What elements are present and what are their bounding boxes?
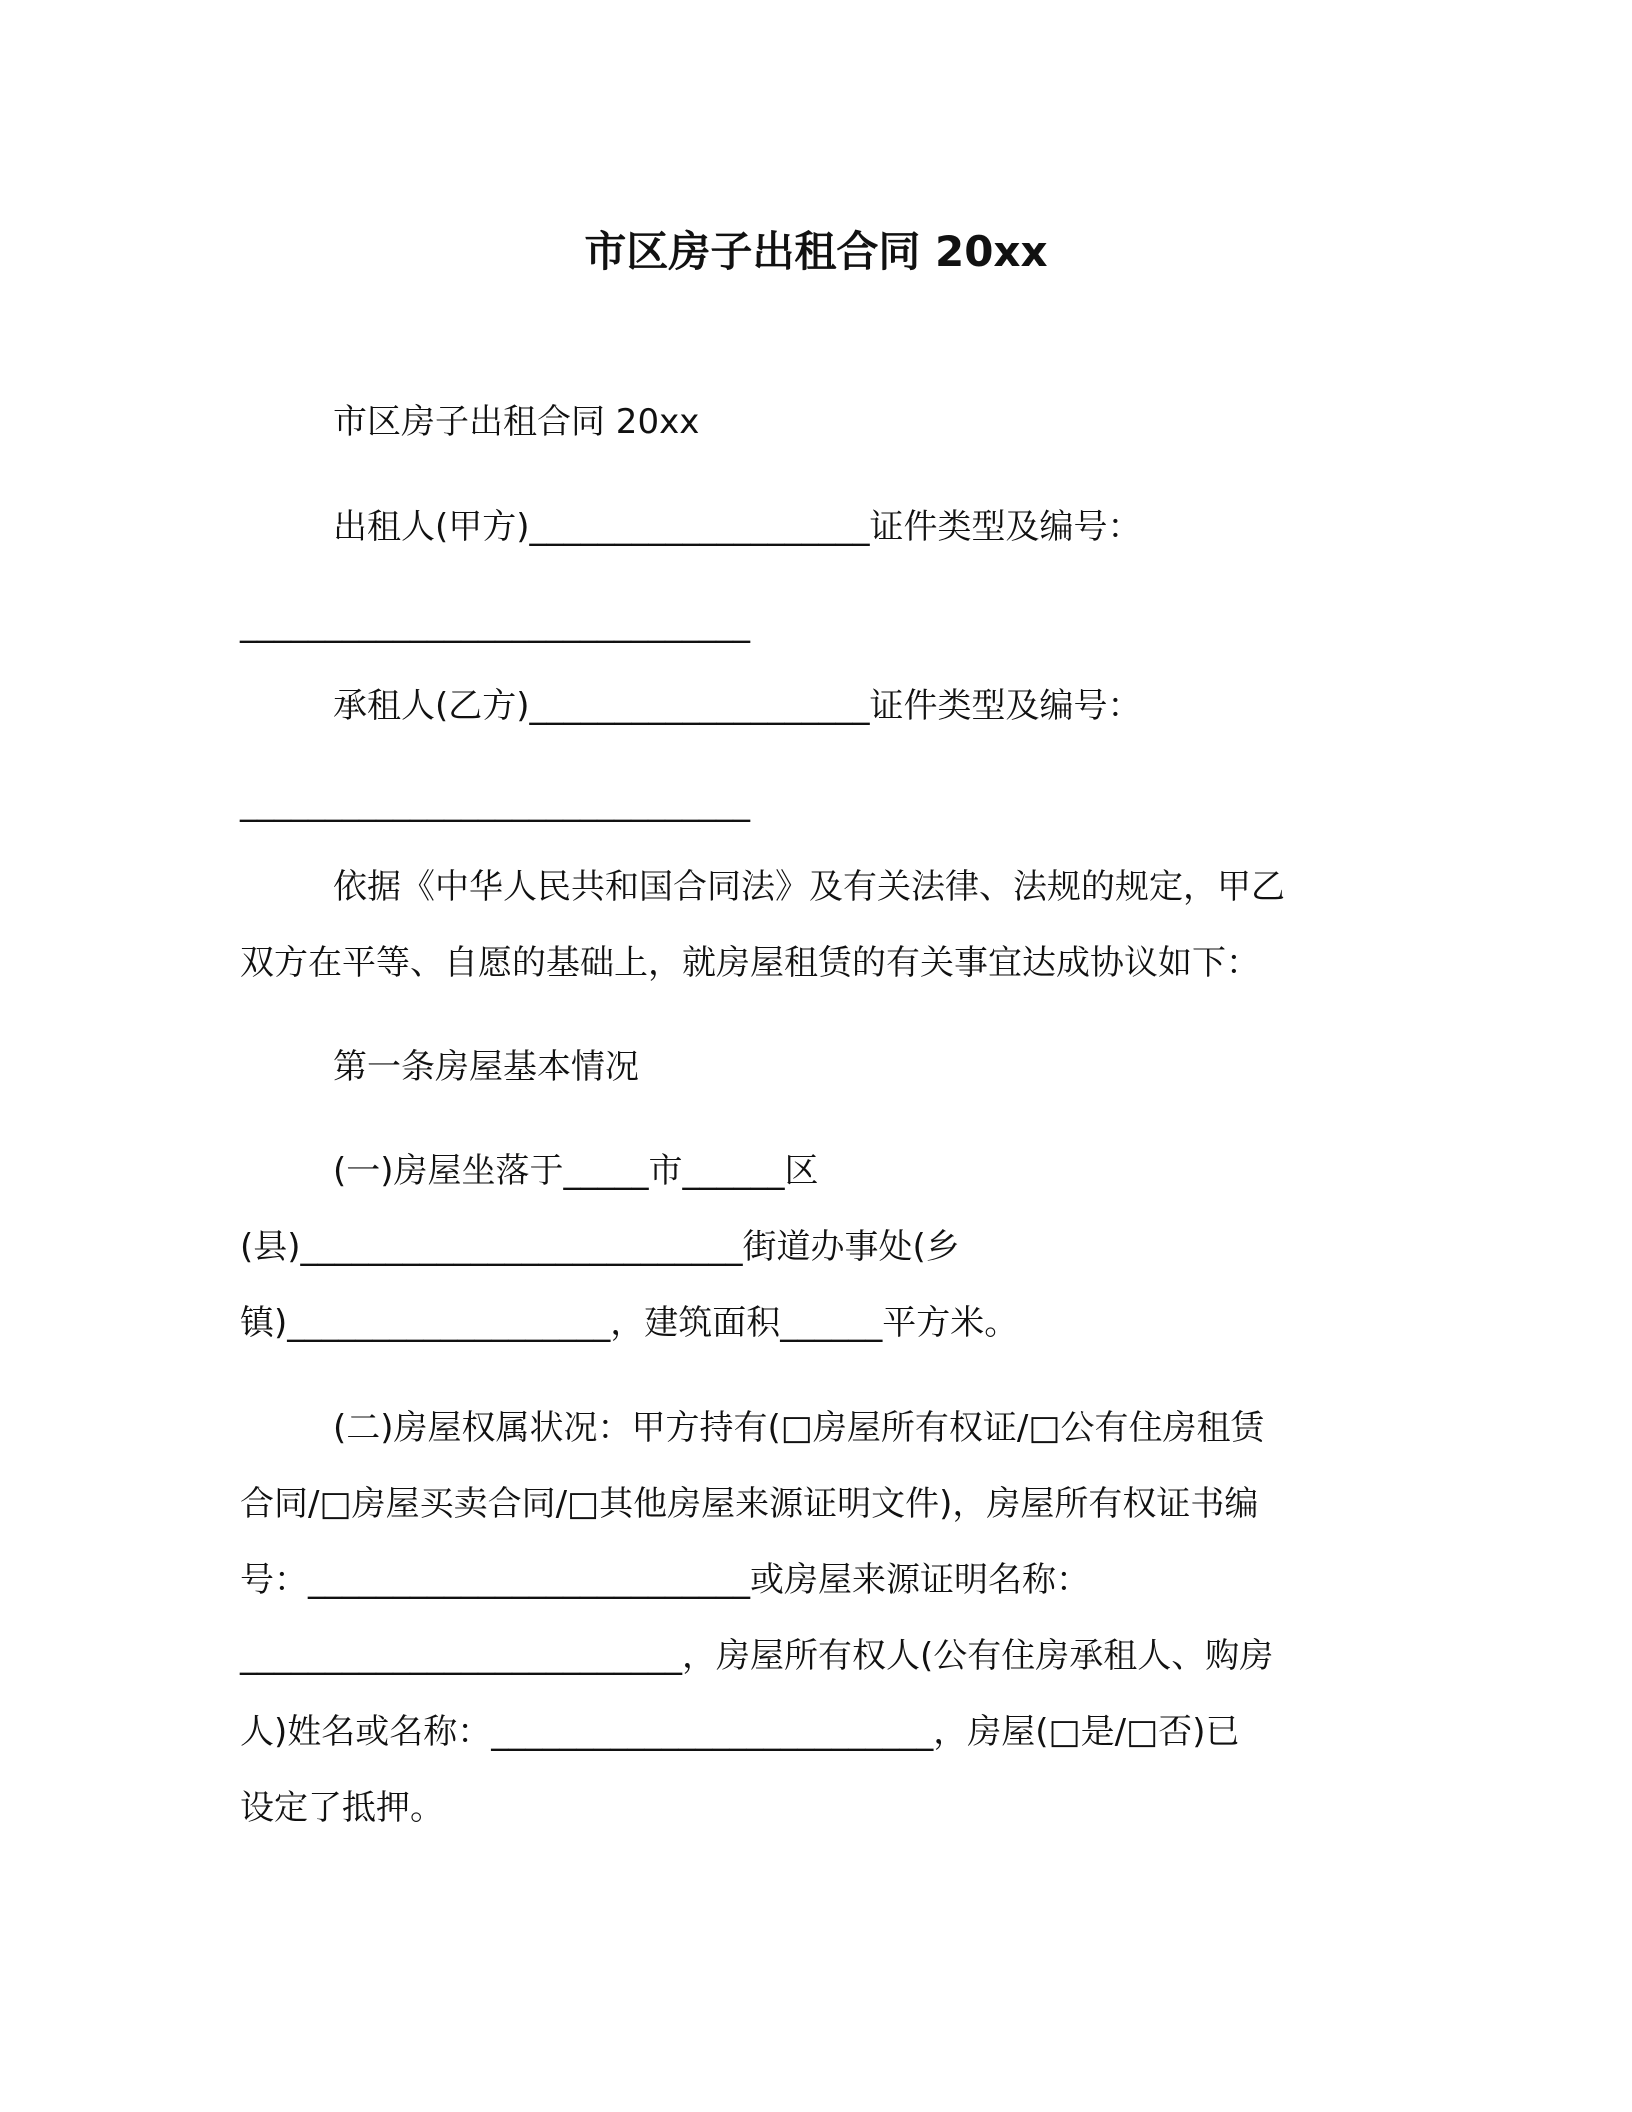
location-line-2: (县)__________________________街道办事处(乡 xyxy=(240,1227,960,1267)
ownership-line-1: (二)房屋权属状况：甲方持有(□房屋所有权证/□公有住房租赁 xyxy=(333,1408,1265,1448)
lessor-id-blank: ______________________________ xyxy=(240,604,750,644)
ownership-line-2: 合同/□房屋买卖合同/□其他房屋来源证明文件)，房屋所有权证书编 xyxy=(240,1484,1259,1524)
lessee-id-blank: ______________________________ xyxy=(240,783,750,823)
lessee-line: 承租人(乙方)____________________证件类型及编号： xyxy=(333,686,1142,726)
document-title: 市区房子出租合同 20xx xyxy=(584,227,1048,276)
basis-paragraph-line-2: 双方在平等、自愿的基础上，就房屋租赁的有关事宜达成协议如下： xyxy=(240,943,1260,983)
location-line-1: (一)房屋坐落于_____市______区 xyxy=(333,1151,819,1191)
ownership-line-6: 设定了抵押。 xyxy=(240,1788,444,1828)
ownership-line-3: 号：__________________________或房屋来源证明名称： xyxy=(240,1560,1090,1600)
basis-paragraph-line-1: 依据《中华人民共和国合同法》及有关法律、法规的规定，甲乙 xyxy=(333,867,1285,907)
article-one-heading: 第一条房屋基本情况 xyxy=(333,1047,639,1087)
lessor-line: 出租人(甲方)____________________证件类型及编号： xyxy=(333,507,1142,547)
subtitle-line: 市区房子出租合同 20xx xyxy=(333,402,700,442)
location-line-3: 镇)___________________，建筑面积______平方米。 xyxy=(240,1303,1019,1343)
ownership-line-5: 人)姓名或名称：__________________________，房屋(□是/□否)已 xyxy=(240,1712,1240,1752)
ownership-line-4: __________________________，房屋所有权人(公有住房承租人、购房 xyxy=(240,1636,1274,1676)
